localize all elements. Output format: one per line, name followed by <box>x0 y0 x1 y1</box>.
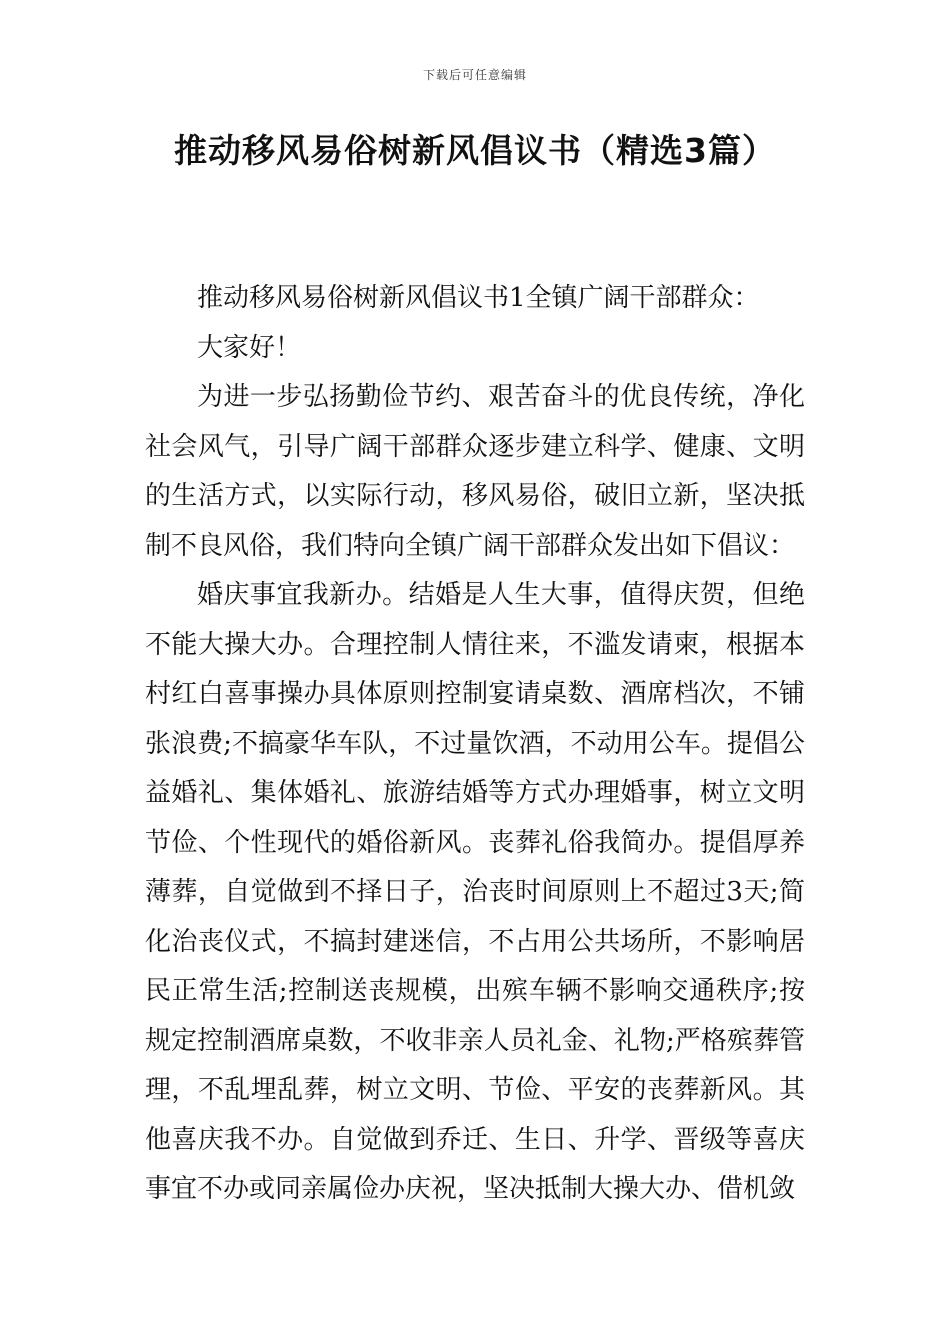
document-title: 推动移风易俗树新风倡议书（精选3篇） <box>174 131 776 170</box>
paragraph-salutation: 推动移风易俗树新风倡议书1全镇广阔干部群众： <box>197 283 760 313</box>
document-body <box>145 274 805 1215</box>
paragraph-proposals: 婚庆事宜我新办。结婚是人生大事，值得庆贺，但绝不能大操大办。合理控制人情往来，不滥发请柬，根据本村红白喜事操办具体原则控制宴请桌数、酒席档次，不铺张浪费;不搞豪华车队，不过量饮酒，不动用公车。提倡公益婚礼、集体婚礼、旅游结婚等方式办理婚事，树立文明节俭、个性现代的婚俗新风。丧葬礼俗我简办。提倡厚养薄葬，自觉做到不择日子，治丧时间原则上不超过3天;简化治丧仪式，不搞封建迷信，不占用公共场所，不影响居民正常生活;控制送丧规模，出殡车辆不影响交通秩序;按规定控制酒席桌数，不收非亲人员礼金、礼物;严格殡葬管理，不乱埋乱葬，树立文明、节俭、平安的丧葬新风。其他喜庆我不办。自觉做到乔迁、生日、升学、晋级等喜庆事宜不办或同亲属俭办庆祝，坚决抵制大操大办、借机敛 <box>145 580 805 1204</box>
paragraph-intro: 为进一步弘扬勤俭节约、艰苦奋斗的优良传统，净化社会风气，引导广阔干部群众逐步建立科学、健康、文明的生活方式，以实际行动，移风易俗，破旧立新，坚决抵制不良风俗，我们特向全镇广阔干部群众发出如下倡议： <box>145 382 805 561</box>
paragraph-greeting: 大家好！ <box>197 332 302 363</box>
header-note: 下载后可任意编辑 <box>422 68 527 82</box>
